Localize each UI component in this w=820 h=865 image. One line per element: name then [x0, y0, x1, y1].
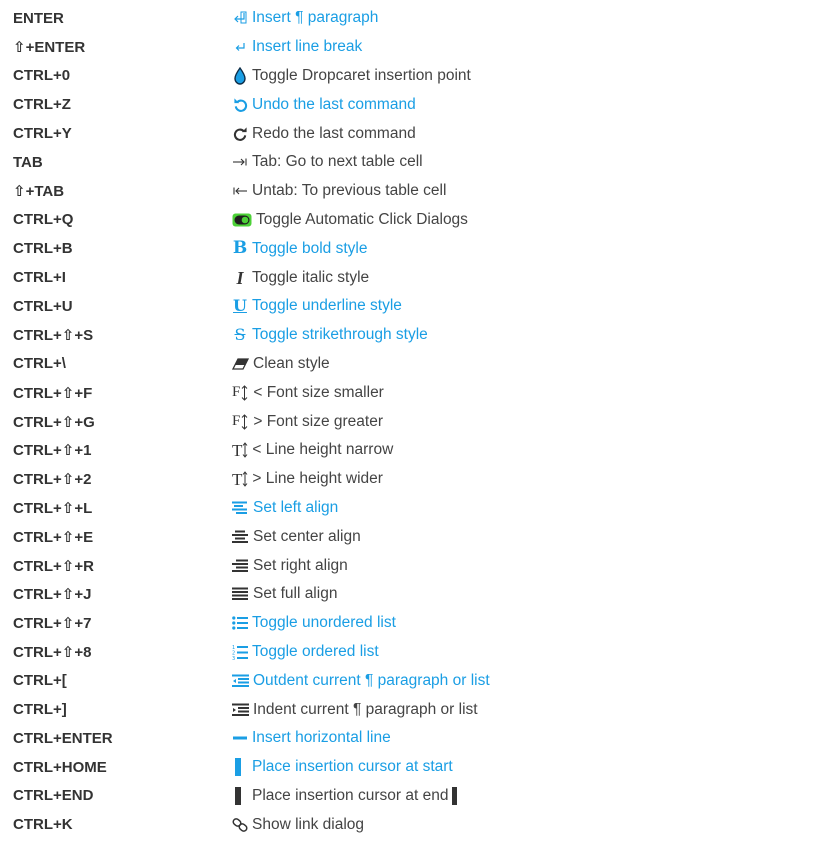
shortcut-action[interactable]: [232, 292, 402, 321]
shortcut-row: [0, 494, 820, 523]
shortcut-action[interactable]: [232, 321, 428, 350]
cursor-start-icon: [232, 757, 248, 777]
shortcut-label: Toggle Automatic Click Dialogs: [256, 210, 468, 228]
font-size-icon: F: [232, 414, 249, 430]
droplet-icon: [232, 67, 248, 85]
shortcut-label: < Font size smaller: [253, 383, 384, 401]
shortcut-label: Clean style: [253, 354, 330, 372]
shortcut-key: CTRL+Y: [13, 125, 72, 143]
shortcut-row: [0, 148, 820, 177]
strikethrough-icon: S: [234, 325, 246, 345]
shortcut-key: CTRL+⇧+F: [13, 384, 93, 402]
font-size-icon: F: [232, 385, 249, 401]
shortcut-key: ⇧+ENTER: [13, 39, 86, 57]
ordered-list-icon: [232, 644, 248, 660]
shortcut-row: [0, 90, 820, 119]
shortcut-row: [0, 609, 820, 638]
svg-text:2: 2: [232, 650, 236, 657]
shortcut-row: [0, 551, 820, 580]
shortcut-key: CTRL+⇧+L: [13, 499, 93, 517]
bold-icon: B: [232, 238, 248, 259]
shortcut-label: Toggle underline style: [252, 297, 402, 315]
shortcut-row: [0, 724, 820, 753]
shortcut-row: [0, 177, 820, 206]
shortcut-key: CTRL+HOME: [13, 758, 107, 776]
shortcut-label: Indent current ¶ paragraph or list: [253, 700, 478, 718]
shortcut-action[interactable]: [232, 436, 393, 465]
shortcut-action[interactable]: [232, 810, 364, 839]
shortcut-label: Set left align: [253, 498, 339, 516]
shortcut-action[interactable]: [232, 494, 338, 523]
shortcut-key: CTRL+⇧+G: [13, 413, 95, 431]
link-icon: [232, 818, 248, 832]
align-justify-icon: [232, 587, 249, 601]
underline-icon: U: [233, 296, 247, 316]
outdent-icon: [232, 674, 249, 688]
shortcut-action[interactable]: [232, 4, 378, 33]
shortcut-key: CTRL+[: [13, 672, 67, 690]
shortcut-row: [0, 753, 820, 782]
shortcut-action[interactable]: [232, 119, 416, 148]
shortcut-label: Toggle bold style: [252, 239, 368, 257]
shortcut-label: Toggle italic style: [252, 268, 370, 286]
shortcut-action[interactable]: [232, 148, 423, 177]
shortcut-key: CTRL+]: [13, 701, 67, 719]
shortcut-key: CTRL+⇧+S: [13, 327, 94, 345]
shortcut-action[interactable]: [232, 638, 379, 667]
shortcut-action[interactable]: [232, 782, 457, 811]
shortcut-row: [0, 292, 820, 321]
shortcut-label: < Line height narrow: [252, 441, 394, 459]
redo-icon: [232, 126, 248, 141]
shortcut-action[interactable]: [232, 33, 362, 62]
shortcut-key: CTRL+K: [13, 816, 73, 834]
shortcut-label: Outdent current ¶ paragraph or list: [253, 671, 490, 689]
shortcut-label: Toggle Dropcaret insertion point: [252, 66, 471, 84]
shortcut-action[interactable]: [232, 206, 468, 235]
shortcut-label: Place insertion cursor at end: [252, 786, 449, 804]
shortcut-action[interactable]: [232, 609, 396, 638]
line-break-icon: [232, 41, 248, 53]
shortcut-label: Set right align: [253, 556, 348, 574]
shortcut-key: CTRL+U: [13, 297, 73, 315]
svg-text:1: 1: [232, 644, 236, 651]
shortcut-row: [0, 407, 820, 436]
shortcut-key: CTRL+\: [13, 355, 66, 373]
align-center-icon: [232, 530, 249, 544]
shortcut-row: [0, 436, 820, 465]
shortcut-key: CTRL+⇧+E: [13, 528, 94, 546]
shortcut-key: CTRL+I: [13, 269, 66, 287]
horizontal-line-icon: [232, 735, 248, 741]
shortcut-action[interactable]: [232, 234, 367, 263]
shortcut-row: [0, 119, 820, 148]
shortcut-label: Toggle unordered list: [252, 614, 396, 632]
shortcut-label: Toggle strikethrough style: [252, 326, 428, 344]
shortcut-row: [0, 62, 820, 91]
shortcut-key: CTRL+Z: [13, 96, 71, 114]
shortcut-label: Set full align: [253, 585, 338, 603]
shortcut-action[interactable]: [232, 465, 383, 494]
shortcut-row: [0, 522, 820, 551]
shortcut-key: CTRL+END: [13, 787, 94, 805]
shortcut-row: [0, 810, 820, 839]
shortcut-row: [0, 206, 820, 235]
shortcut-label: > Line height wider: [252, 470, 383, 488]
shortcut-key: CTRL+ENTER: [13, 729, 113, 747]
shortcut-action[interactable]: [232, 695, 478, 724]
shortcut-row: [0, 4, 820, 33]
shortcut-label: Insert horizontal line: [252, 729, 391, 747]
shortcut-action[interactable]: [232, 62, 471, 91]
shortcut-row: [0, 234, 820, 263]
shortcut-key: CTRL+⇧+7: [13, 615, 92, 633]
shortcut-action[interactable]: [232, 378, 384, 407]
shortcut-key: CTRL+⇧+8: [13, 643, 92, 661]
unordered-list-icon: [232, 616, 248, 630]
shortcut-row: [0, 350, 820, 379]
shortcut-action[interactable]: [232, 724, 391, 753]
shortcut-label: Insert line break: [252, 38, 363, 56]
shortcut-label: Redo the last command: [252, 124, 416, 142]
shortcut-row: [0, 666, 820, 695]
shortcut-action[interactable]: [232, 90, 416, 119]
shortcut-label: Untab: To previous table cell: [252, 182, 447, 200]
shortcut-row: [0, 378, 820, 407]
cursor-end-icon: [232, 786, 248, 806]
line-height-icon: T: [232, 442, 248, 459]
undo-icon: [232, 97, 248, 112]
svg-text:3: 3: [232, 655, 236, 660]
shortcut-row: [0, 33, 820, 62]
shortcut-row: [0, 465, 820, 494]
shortcut-row: [0, 263, 820, 292]
shortcut-row: [0, 782, 820, 811]
shortcut-key: TAB: [13, 153, 43, 171]
shortcut-key: CTRL+⇧+R: [13, 557, 94, 575]
untab-icon: [232, 186, 248, 196]
shortcut-label: Toggle ordered list: [252, 642, 379, 660]
line-height-icon: T: [232, 471, 248, 488]
shortcut-label: Insert ¶ paragraph: [252, 9, 379, 27]
toggle-switch-icon: [232, 213, 252, 227]
shortcut-row: [0, 321, 820, 350]
shortcut-label: Tab: Go to next table cell: [252, 153, 423, 171]
shortcut-action[interactable]: [232, 551, 348, 580]
shortcut-row: [0, 580, 820, 609]
shortcut-label: > Font size greater: [253, 412, 384, 430]
shortcut-key: CTRL+B: [13, 240, 73, 258]
shortcut-key: CTRL+0: [13, 67, 71, 85]
paragraph-return-icon: [232, 11, 248, 25]
shortcut-key: CTRL+⇧+J: [13, 586, 92, 604]
shortcut-label: Place insertion cursor at start: [252, 758, 453, 776]
shortcut-key: ENTER: [13, 9, 64, 27]
shortcut-action[interactable]: [232, 580, 337, 609]
shortcut-label: Undo the last command: [252, 95, 416, 113]
align-right-icon: [232, 559, 249, 573]
shortcut-action[interactable]: [232, 753, 453, 782]
align-left-icon: [232, 501, 249, 515]
eraser-icon: [232, 358, 249, 370]
shortcut-action[interactable]: [232, 522, 361, 551]
shortcut-row: [0, 638, 820, 667]
cursor-end-marker-icon: [452, 787, 457, 805]
shortcut-key: CTRL+⇧+2: [13, 471, 92, 489]
italic-icon: I: [236, 267, 244, 288]
indent-icon: [232, 703, 249, 717]
shortcut-action[interactable]: [232, 666, 490, 695]
shortcut-action[interactable]: [232, 350, 330, 379]
shortcut-label: Set center align: [253, 527, 361, 545]
shortcut-action[interactable]: [232, 407, 383, 436]
shortcut-key: ⇧+TAB: [13, 183, 65, 201]
tab-icon: [232, 157, 248, 167]
shortcut-label: Show link dialog: [252, 815, 365, 833]
shortcut-action[interactable]: [232, 263, 369, 292]
shortcut-key: CTRL+Q: [13, 211, 74, 229]
shortcut-key: CTRL+⇧+1: [13, 442, 92, 460]
shortcut-row: [0, 695, 820, 724]
shortcut-action[interactable]: [232, 177, 446, 206]
